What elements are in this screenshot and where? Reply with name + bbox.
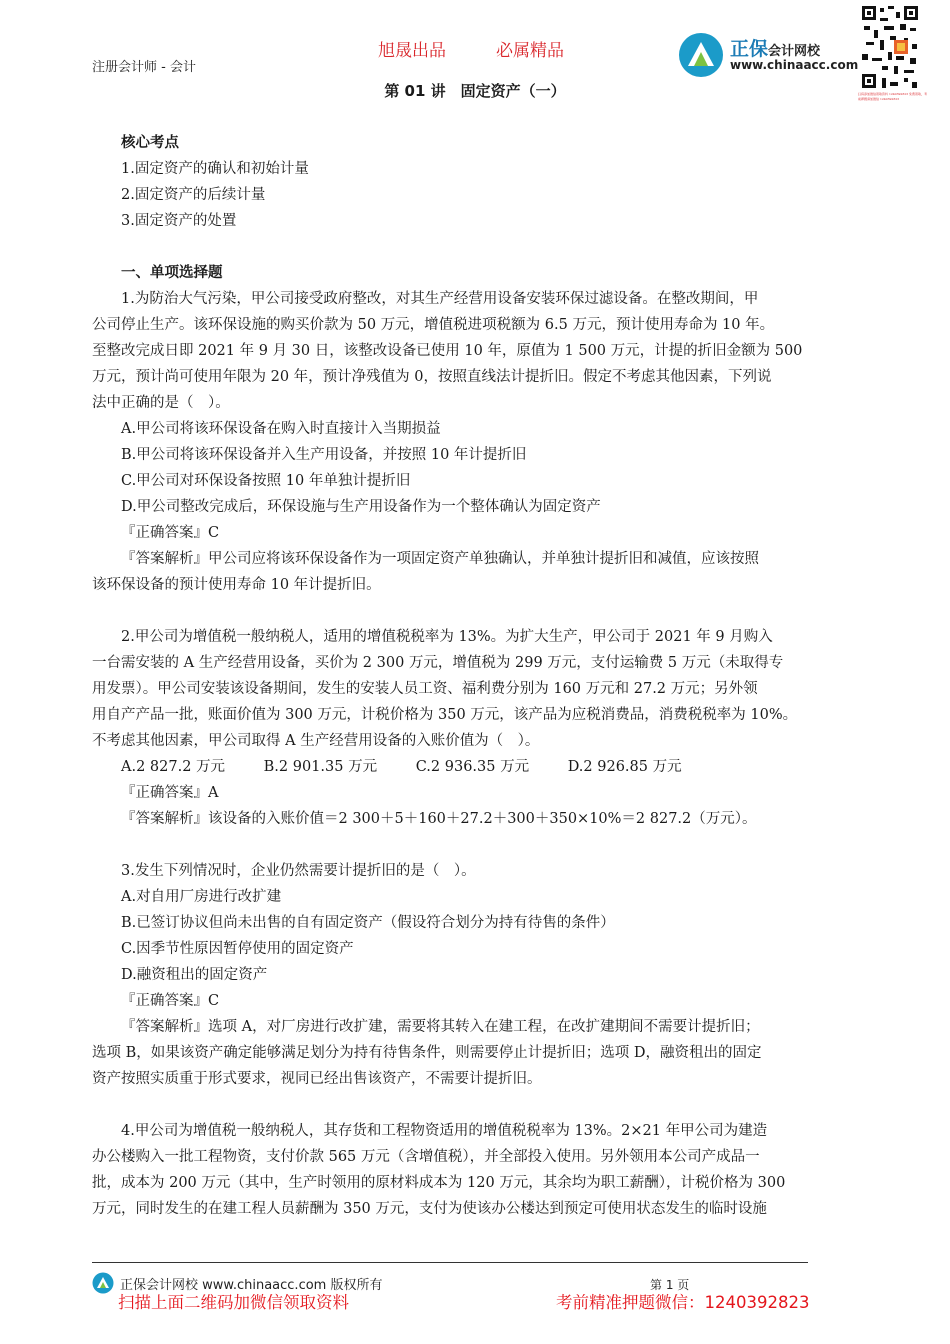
logo-url: www.chinaacc.com (730, 58, 859, 72)
logo-brand-sub: 会计网校 (768, 44, 821, 59)
question-stem: 不考虑其他因素，甲公司取得 A 生产经营用设备的入账价值为（ ）。 (92, 733, 540, 749)
question-stem: 批，成本为 200 万元（其中，生产时领用的原材料成本为 120 万元，其余均为职工薪酬），计税价格为 300 (92, 1175, 786, 1191)
option: A.对自用厂房进行改扩建 (121, 889, 282, 905)
question-2 (92, 624, 864, 832)
section-heading: 一、单项选择题 (121, 265, 223, 281)
answer-analysis: 该环保设备的预计使用寿命 10 年计提折旧。 (92, 577, 381, 593)
correct-answer: 『正确答案』A (121, 785, 219, 801)
core-heading: 核心考点 (121, 135, 179, 151)
course-name: 注册会计师 - 会计 (92, 60, 196, 75)
core-item: 2.固定资产的后续计量 (121, 187, 266, 203)
correct-answer: 『正确答案』C (121, 525, 220, 541)
option: D.甲公司整改完成后，环保设施与生产用设备作为一个整体确认为固定资产 (121, 499, 601, 515)
question-stem: 4.甲公司为增值税一般纳税人，其存货和工程物资适用的增值税税率为 13%。2×21 年甲公司为建造 (121, 1123, 768, 1139)
answer-analysis: 『答案解析』该设备的入账价值＝2 300＋5＋160＋27.2＋300＋350×10%＝2 827.2（万元）。 (121, 811, 757, 827)
question-stem: 3.发生下列情况时，企业仍然需要计提折旧的是（ ）。 (121, 863, 476, 879)
options-row (92, 754, 864, 780)
question-1 (92, 286, 864, 598)
footer-logo-icon (92, 1272, 114, 1294)
option: C.2 936.35 万元 (415, 759, 530, 775)
lecture-title: 第 01 讲 固定资产（一） (384, 82, 566, 100)
slogan-left: 旭晟出品 (378, 41, 446, 61)
question-stem: 至整改完成日即 2021 年 9 月 30 日，该整改设备已使用 10 年，原值为 1 500 万元，计提的折旧金额为 500 (92, 343, 803, 359)
option: A.2 827.2 万元 (121, 759, 226, 775)
core-item: 3.固定资产的处置 (121, 213, 237, 229)
option: B.已签订协议但尚未出售的自有固定资产（假设符合划分为持有待售的条件） (121, 915, 615, 931)
answer-analysis: 『答案解析』甲公司应将该环保设备作为一项固定资产单独确认，并单独计提折旧和减值，应该按照 (121, 551, 759, 567)
question-stem: 公司停止生产。该环保设施的购买价款为 50 万元，增值税进项税额为 6.5 万元，预计使用寿命为 10 年。 (92, 317, 775, 333)
promo-wechat-text: 考前精准押题微信：1240392823 (556, 1293, 810, 1312)
option: C.甲公司对环保设备按照 10 年单独计提折旧 (121, 473, 411, 489)
page-number: 第 1 页 (650, 1278, 690, 1292)
question-stem: 办公楼购入一批工程物资，支付价款 565 万元（含增值税），并全部投入使用。另外领用本公司产成品一 (92, 1149, 760, 1165)
answer-analysis: 『答案解析』选项 A，对厂房进行改扩建，需要将其转入在建工程，在改扩建期间不需要计提折旧； (121, 1019, 760, 1035)
footer-copyright: 正保会计网校 www.chinaacc.com 版权所有 (120, 1278, 383, 1293)
answer-analysis: 选项 B，如果该资产确定能够满足划分为持有待售条件，则需要停止计提折旧；选项 D，融资租出的固定 (92, 1045, 762, 1061)
option: A.甲公司将该环保设备在购入时直接计入当期损益 (121, 421, 441, 437)
option: B.甲公司将该环保设备并入生产用设备，并按照 10 年计提折旧 (121, 447, 527, 463)
question-4 (92, 1118, 864, 1222)
answer-analysis: 资产按照实质重于形式要求，视同已经出售该资产，不需要计提折旧。 (92, 1071, 542, 1087)
logo-mark-icon (678, 32, 724, 78)
logo-brand: 正保 (730, 38, 769, 60)
correct-answer: 『正确答案』C (121, 993, 220, 1009)
footer-divider (92, 1262, 808, 1263)
question-stem: 用发票）。甲公司安装该设备期间，发生的安装人员工资、福利费分别为 160 万元和 27.2 万元；另外领 (92, 681, 758, 697)
qr-code (860, 4, 920, 92)
chinaacc-logo (678, 30, 859, 80)
option: D.2 926.85 万元 (567, 759, 682, 775)
question-stem: 用自产产品一批，账面价值为 300 万元，计税价格为 350 万元，该产品为应税消费品，消费税税率为 10%。 (92, 707, 798, 723)
question-stem: 一台需安装的 A 生产经营用设备，买价为 2 300 万元，增值税为 299 万元，支付运输费 5 万元（未取得专 (92, 655, 784, 671)
core-item: 1.固定资产的确认和初始计量 (121, 161, 309, 177)
document-body (92, 130, 864, 1222)
qr-caption: 扫码添加微信领取资料 1240392823 免费领取，考前押题请加微信 1240392823 (858, 92, 927, 101)
question-stem: 法中正确的是（ ）。 (92, 395, 230, 411)
slogan-right: 必属精品 (496, 41, 564, 61)
option: C.因季节性原因暂停使用的固定资产 (121, 941, 354, 957)
promo-qr-text: 扫描上面二维码加微信领取资料 (118, 1293, 349, 1312)
question-stem: 万元，同时发生的在建工程人员薪酬为 350 万元，支付为使该办公楼达到预定可使用状态发生的临时设施 (92, 1201, 767, 1217)
question-stem: 1.为防治大气污染，甲公司接受政府整改，对其生产经营用设备安装环保过滤设备。在整改期间，甲 (121, 291, 759, 307)
option: B.2 901.35 万元 (263, 759, 378, 775)
question-3 (92, 858, 864, 1092)
option: D.融资租出的固定资产 (121, 967, 268, 983)
question-stem: 2.甲公司为增值税一般纳税人，适用的增值税税率为 13%。为扩大生产，甲公司于 2021 年 9 月购入 (121, 629, 773, 645)
question-stem: 万元，预计尚可使用年限为 20 年，预计净残值为 0，按照直线法计提折旧。假定不考虑其他因素，下列说 (92, 369, 772, 385)
